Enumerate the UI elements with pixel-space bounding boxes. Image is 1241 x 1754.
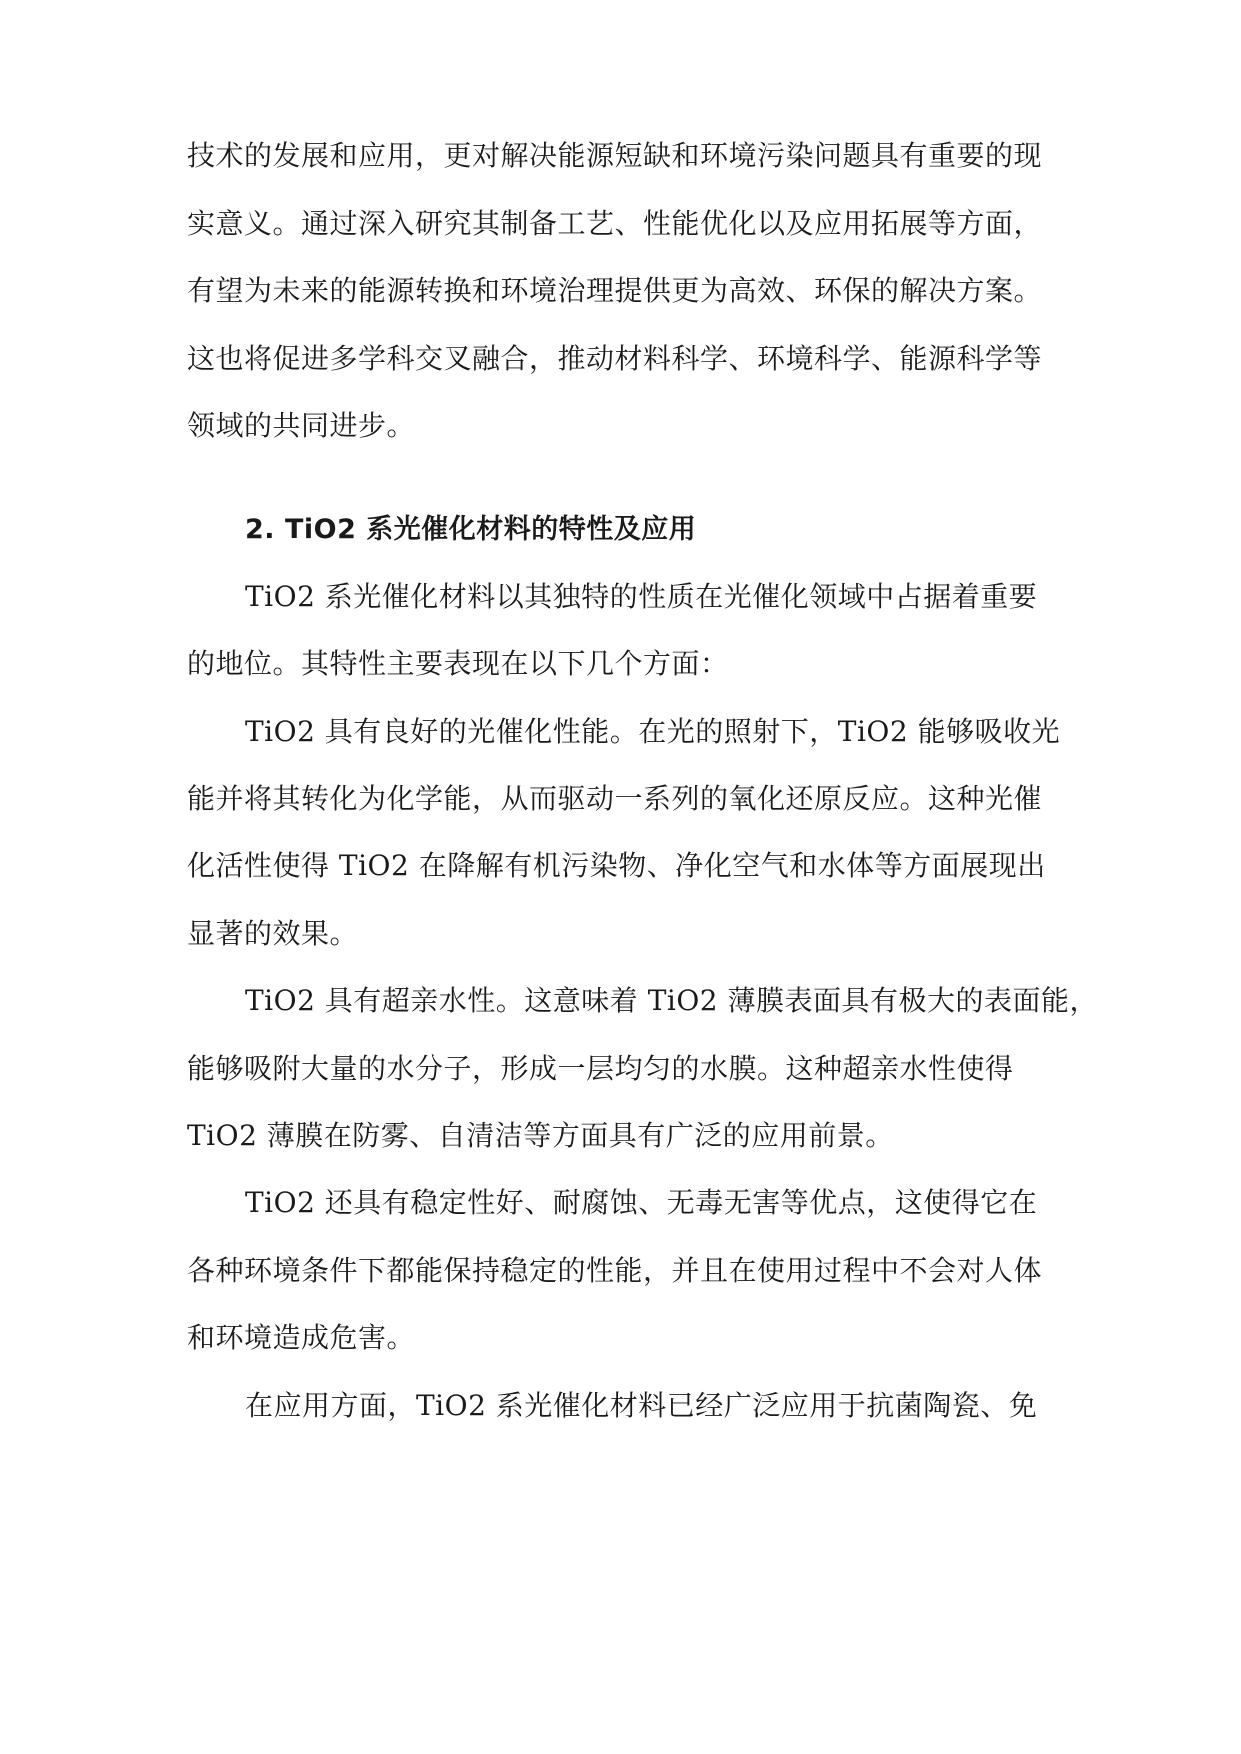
paragraph-line: TiO2 具有超亲水性。这意味着 TiO2 薄膜表面具有极大的表面能， xyxy=(245,984,1099,1017)
paragraph-line: TiO2 薄膜在防雾、自清洁等方面具有广泛的应用前景。 xyxy=(187,1119,894,1152)
paragraph-line: 的地位。其特性主要表现在以下几个方面： xyxy=(187,647,729,680)
paragraph-line: 领域的共同进步。 xyxy=(187,409,416,442)
paragraph-line: 在应用方面，TiO2 系光催化材料已经广泛应用于抗菌陶瓷、免 xyxy=(245,1389,1038,1422)
paragraph-line: TiO2 系光催化材料以其独特的性质在光催化领域中占据着重要 xyxy=(245,580,1038,613)
paragraph-line: TiO2 还具有稳定性好、耐腐蚀、无毒无害等优点，这使得它在 xyxy=(245,1186,1038,1219)
paragraph-line: 技术的发展和应用，更对解决能源短缺和环境污染问题具有重要的现 xyxy=(187,139,1043,172)
paragraph-line: 显著的效果。 xyxy=(187,917,359,950)
paragraph-line: 化活性使得 TiO2 在降解有机污染物、净化空气和水体等方面展现出 xyxy=(187,849,1046,882)
paragraph-line: TiO2 具有良好的光催化性能。在光的照射下，TiO2 能够吸收光 xyxy=(245,715,1061,748)
paragraph-line: 实意义。通过深入研究其制备工艺、性能优化以及应用拓展等方面， xyxy=(187,207,1043,240)
paragraph-line: 有望为未来的能源转换和环境治理提供更为高效、环保的解决方案。 xyxy=(187,274,1043,307)
paragraph-line: 各种环境条件下都能保持稳定的性能，并且在使用过程中不会对人体 xyxy=(187,1254,1043,1287)
paragraph-line: 这也将促进多学科交叉融合，推动材料科学、环境科学、能源科学等 xyxy=(187,342,1043,375)
paragraph-line: 能够吸附大量的水分子，形成一层均匀的水膜。这种超亲水性使得 xyxy=(187,1052,1014,1085)
section-heading: 2. TiO2 系光催化材料的特性及应用 xyxy=(245,514,697,545)
paragraph-line: 和环境造成危害。 xyxy=(187,1321,416,1354)
paragraph-line: 能并将其转化为化学能，从而驱动一系列的氧化还原反应。这种光催 xyxy=(187,782,1043,815)
